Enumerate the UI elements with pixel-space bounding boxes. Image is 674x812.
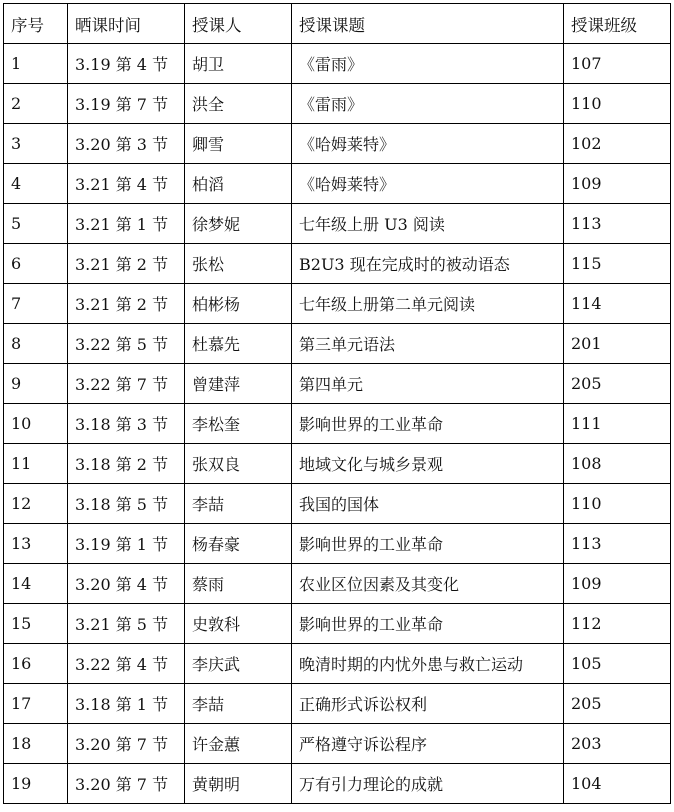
cell-class: 108: [564, 444, 671, 484]
cell-class: 102: [564, 124, 671, 164]
cell-teacher: 柏滔: [185, 164, 292, 204]
table-row: [4, 324, 671, 364]
cell-lesson-time: 3.21 第 2 节: [68, 244, 185, 284]
cell-teacher: 李庆武: [185, 644, 292, 684]
cell-class: 201: [564, 324, 671, 364]
cell-class: 205: [564, 684, 671, 724]
cell-lesson-topic: 严格遵守诉讼程序: [292, 724, 564, 764]
cell-lesson-time: 3.19 第 1 节: [68, 524, 185, 564]
table-row: [4, 564, 671, 604]
cell-lesson-time: 3.20 第 7 节: [68, 724, 185, 764]
cell-serial-number: 2: [4, 84, 68, 124]
cell-lesson-time: 3.22 第 7 节: [68, 364, 185, 404]
cell-serial-number: 16: [4, 644, 68, 684]
cell-class: 115: [564, 244, 671, 284]
cell-teacher: 胡卫: [185, 44, 292, 84]
cell-serial-number: 15: [4, 604, 68, 644]
header-lesson-time: 晒课时间: [68, 4, 185, 44]
table-row: [4, 684, 671, 724]
cell-lesson-time: 3.20 第 3 节: [68, 124, 185, 164]
cell-serial-number: 6: [4, 244, 68, 284]
cell-lesson-topic: 我国的国体: [292, 484, 564, 524]
cell-serial-number: 13: [4, 524, 68, 564]
table-row: [4, 124, 671, 164]
cell-serial-number: 1: [4, 44, 68, 84]
cell-teacher: 曾建萍: [185, 364, 292, 404]
cell-class: 114: [564, 284, 671, 324]
header-teacher: 授课人: [185, 4, 292, 44]
cell-serial-number: 18: [4, 724, 68, 764]
table-row: [4, 484, 671, 524]
cell-lesson-time: 3.22 第 5 节: [68, 324, 185, 364]
cell-class: 109: [564, 164, 671, 204]
cell-teacher: 杜慕先: [185, 324, 292, 364]
cell-teacher: 杨春豪: [185, 524, 292, 564]
cell-serial-number: 5: [4, 204, 68, 244]
cell-teacher: 李松奎: [185, 404, 292, 444]
cell-teacher: 许金蕙: [185, 724, 292, 764]
cell-class: 113: [564, 204, 671, 244]
cell-lesson-topic: 影响世界的工业革命: [292, 404, 564, 444]
cell-serial-number: 3: [4, 124, 68, 164]
cell-lesson-time: 3.18 第 5 节: [68, 484, 185, 524]
cell-lesson-time: 3.20 第 7 节: [68, 764, 185, 804]
cell-lesson-topic: 晚清时期的内忧外患与救亡运动: [292, 644, 564, 684]
table-row: [4, 204, 671, 244]
table-row: [4, 44, 671, 84]
cell-class: 109: [564, 564, 671, 604]
cell-lesson-topic: 七年级上册 U3 阅读: [292, 204, 564, 244]
cell-teacher: 洪全: [185, 84, 292, 124]
cell-serial-number: 14: [4, 564, 68, 604]
table-row: [4, 724, 671, 764]
cell-lesson-topic: 地域文化与城乡景观: [292, 444, 564, 484]
table-body: [4, 44, 671, 804]
cell-teacher: 李喆: [185, 484, 292, 524]
cell-lesson-topic: B2U3 现在完成时的被动语态: [292, 244, 564, 284]
cell-serial-number: 19: [4, 764, 68, 804]
cell-class: 105: [564, 644, 671, 684]
table-row: [4, 84, 671, 124]
cell-class: 203: [564, 724, 671, 764]
cell-lesson-topic: 《哈姆莱特》: [292, 164, 564, 204]
cell-class: 112: [564, 604, 671, 644]
table-row: [4, 524, 671, 564]
header-class: 授课班级: [564, 4, 671, 44]
cell-serial-number: 4: [4, 164, 68, 204]
table-row: [4, 164, 671, 204]
cell-lesson-topic: 影响世界的工业革命: [292, 524, 564, 564]
cell-lesson-topic: 万有引力理论的成就: [292, 764, 564, 804]
cell-class: 107: [564, 44, 671, 84]
cell-lesson-topic: 第三单元语法: [292, 324, 564, 364]
cell-class: 113: [564, 524, 671, 564]
cell-teacher: 徐梦妮: [185, 204, 292, 244]
cell-lesson-time: 3.21 第 1 节: [68, 204, 185, 244]
cell-serial-number: 17: [4, 684, 68, 724]
cell-lesson-time: 3.21 第 4 节: [68, 164, 185, 204]
cell-lesson-time: 3.19 第 7 节: [68, 84, 185, 124]
table-row: [4, 604, 671, 644]
cell-lesson-topic: 正确形式诉讼权利: [292, 684, 564, 724]
cell-lesson-time: 3.18 第 2 节: [68, 444, 185, 484]
cell-lesson-time: 3.20 第 4 节: [68, 564, 185, 604]
cell-lesson-topic: 农业区位因素及其变化: [292, 564, 564, 604]
cell-class: 111: [564, 404, 671, 444]
cell-lesson-time: 3.22 第 4 节: [68, 644, 185, 684]
cell-teacher: 蔡雨: [185, 564, 292, 604]
cell-serial-number: 10: [4, 404, 68, 444]
table-row: [4, 404, 671, 444]
table-row: [4, 364, 671, 404]
schedule-table: [3, 3, 671, 804]
cell-serial-number: 8: [4, 324, 68, 364]
cell-class: 205: [564, 364, 671, 404]
cell-teacher: 黄朝明: [185, 764, 292, 804]
cell-teacher: 史敦科: [185, 604, 292, 644]
header-serial-number: 序号: [4, 4, 68, 44]
cell-teacher: 柏彬杨: [185, 284, 292, 324]
header-row: [4, 4, 671, 44]
cell-class: 110: [564, 484, 671, 524]
table-row: [4, 284, 671, 324]
cell-lesson-time: 3.18 第 1 节: [68, 684, 185, 724]
cell-lesson-time: 3.21 第 5 节: [68, 604, 185, 644]
cell-teacher: 张双良: [185, 444, 292, 484]
cell-class: 104: [564, 764, 671, 804]
header-lesson-topic: 授课课题: [292, 4, 564, 44]
table-row: [4, 444, 671, 484]
cell-teacher: 李喆: [185, 684, 292, 724]
cell-lesson-topic: 《雷雨》: [292, 44, 564, 84]
table-row: [4, 244, 671, 284]
cell-serial-number: 9: [4, 364, 68, 404]
cell-serial-number: 11: [4, 444, 68, 484]
cell-lesson-topic: 《哈姆莱特》: [292, 124, 564, 164]
table-row: [4, 644, 671, 684]
cell-lesson-topic: 第四单元: [292, 364, 564, 404]
cell-class: 110: [564, 84, 671, 124]
cell-lesson-topic: 七年级上册第二单元阅读: [292, 284, 564, 324]
cell-serial-number: 7: [4, 284, 68, 324]
cell-teacher: 卿雪: [185, 124, 292, 164]
cell-serial-number: 12: [4, 484, 68, 524]
cell-lesson-time: 3.21 第 2 节: [68, 284, 185, 324]
cell-lesson-time: 3.18 第 3 节: [68, 404, 185, 444]
cell-lesson-topic: 影响世界的工业革命: [292, 604, 564, 644]
cell-teacher: 张松: [185, 244, 292, 284]
cell-lesson-topic: 《雷雨》: [292, 84, 564, 124]
table-row: [4, 764, 671, 804]
cell-lesson-time: 3.19 第 4 节: [68, 44, 185, 84]
